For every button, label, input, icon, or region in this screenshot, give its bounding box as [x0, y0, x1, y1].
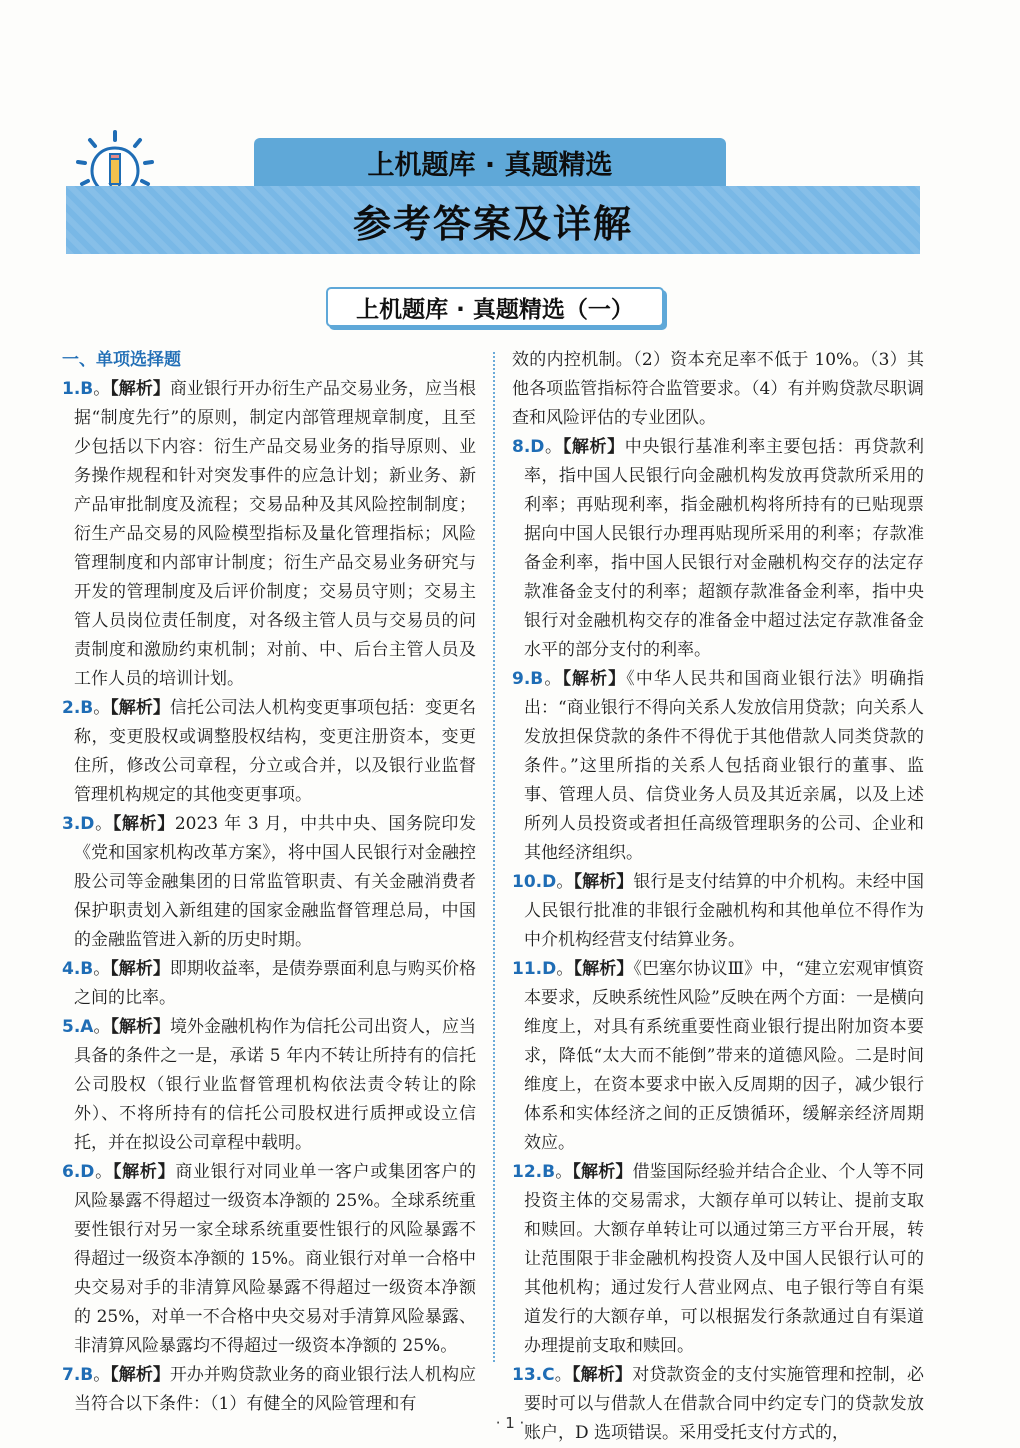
answer-item: 2.B。【解析】信托公司法人机构变更事项包括：变更名称，变更股权或调整股权结构，变更注册资本，变更住所，修改公司章程，分立或合并，以及银行业监督管理机构规定的其他变更事项。 [62, 698, 477, 805]
question-number: 11. [512, 959, 543, 979]
answer-item: 11.D。【解析】《巴塞尔协议Ⅲ》中，“建立宏观审慎资本要求，反映系统性风险”反映在两个方面：一是横向维度上，对具有系统重要性商业银行提出附加资本要求，降低“太大而不能倒”带来的道德风险。二是时间维度上，在资本要求中嵌入反周期的因子，减少银行体系和实体经济之间的正反馈循环，缓解亲经济周期效应。 [512, 959, 925, 1153]
answer-letter: D [80, 814, 95, 834]
answer-item: 6.D。【解析】商业银行对同业单一客户或集团客户的风险暴露不得超过一级资本净额的 25%。全球系统重要性银行对另一家全球系统重要性银行的风险暴露不得超过一级资本净额的 15%。商业银行对单一合格中央交易对手的非清算风险暴露不得超过一级资本净额的 25%，对单一不合格中央交易对手清算风险暴露、非清算风险暴露均不得超过一级资本净额的 25%。 [62, 1162, 477, 1356]
section-title: 上机题库 · 真题精选（一） [326, 287, 664, 327]
answer-item: 12.B。【解析】借鉴国际经验并结合企业、个人等不同投资主体的交易需求，大额存单可以转让、提前支取和赎回。大额存单转让可以通过第三方平台开展，转让范围限于非金融机构投资人及中国人民银行认可的其他机构；通过发行人营业网点、电子银行等自有渠道发行的大额存单，可以根据发行条款通过自有渠道办理提前支取和赎回。 [512, 1162, 925, 1356]
right-column [512, 346, 924, 1448]
answer-letter: A [80, 1017, 94, 1037]
analysis-tag: 【解析】 [562, 669, 627, 689]
answer-item: 13.C。【解析】对贷款资金的支付实施管理和控制，必要时可以与借款人在借款合同中约定专门的贷款发放账户，D 选项错误。采用受托支付方式的， [512, 1365, 925, 1443]
answer-letter: D [80, 1162, 95, 1182]
question-number: 9. [512, 669, 531, 689]
analysis-tag: 【解析】 [110, 379, 170, 399]
answer-text: 银行是支付结算的中介机构。未经中国人民银行批准的非银行金融机构和其他单位不得作为中介机构经营支付结算业务。 [524, 872, 925, 950]
analysis-tag: 【解析】 [110, 1017, 170, 1037]
answer-item: 4.B。【解析】即期收益率，是债券票面利息与购买价格之间的比率。 [62, 959, 477, 1008]
question-number: 5. [62, 1017, 81, 1037]
answer-item: 5.A。【解析】境外金融机构作为信托公司出资人，应当具备的条件之一是，承诺 5 年内不转让所持有的信托公司股权（银行业监督管理机构依法责令转让的除外）、不将所持有的信托公司股权进行质押或设立信托，并在拟设公司章程中载明。 [62, 1017, 477, 1153]
answer-text: 中央银行基准利率主要包括：再贷款利率，指中国人民银行向金融机构发放再贷款所采用的利率；再贴现利率，指金融机构将所持有的已贴现票据向中国人民银行办理再贴现所采用的利率；存款准备金利率，指中国人民银行对金融机构交存的法定存款准备金支付的利率；超额存款准备金利率，指中央银行对金融机构交存的准备金中超过法定存款准备金水平的部分支付的利率。 [524, 437, 925, 660]
answer-text: 2023 年 3 月，中共中央、国务院印发《党和国家机构改革方案》，将中国人民银行对金融控股公司等金融集团的日常监管职责、有关金融消费者保护职责划入新组建的国家金融监督管理总局，中国的金融监管进入新的历史时期。 [74, 814, 476, 950]
answer-text: 商业银行对同业单一客户或集团客户的风险暴露不得超过一级资本净额的 25%。全球系统重要性银行对另一家全球系统重要性银行的风险暴露不得超过一级资本净额的 15%。商业银行对单一合格中央交易对手的非清算风险暴露不得超过一级资本净额的 25%，对单一不合格中央交易对手清算风险暴露、非清算风险暴露均不得超过一级资本净额的 25%。 [74, 1162, 477, 1356]
answer-item: 10.D。【解析】银行是支付结算的中介机构。未经中国人民银行批准的非银行金融机构和其他单位不得作为中介机构经营支付结算业务。 [512, 872, 925, 950]
question-number: 13. [512, 1365, 543, 1385]
analysis-tag: 【解析】 [110, 1365, 170, 1385]
analysis-tag: 【解析】 [573, 872, 634, 892]
question-number: 8. [512, 437, 531, 457]
answer-letter: B [542, 1162, 556, 1182]
answer-letter: B [80, 959, 94, 979]
answer-text: 即期收益率，是债券票面利息与购买价格之间的比率。 [74, 959, 477, 1008]
answer-item: 9.B。【解析】《中华人民共和国商业银行法》明确指出：“商业银行不得向关系人发放信用贷款；向关系人发放担保贷款的条件不得优于其他借款人同类贷款的条件。”这里所指的关系人包括商业银行的董事、监事、管理人员、信贷业务人员及其近亲属，以及上述所列人员投资或者担任高级管理职务的公司、企业和其他经济组织。 [512, 669, 925, 863]
answer-text: 商业银行开办衍生产品交易业务，应当根据“制度先行”的原则，制定内部管理规章制度，且至少包括以下内容：衍生产品交易业务的指导原则、业务操作规程和针对突发事件的应急计划；新业务、新产品审批制度及流程；交易品种及其风险控制制度；衍生产品交易的风险模型指标及量化管理指标；风险管理制度和内部审计制度；衍生产品交易业务研究与开发的管理制度及后评价制度；交易员守则；交易主管人员岗位责任制度，对各级主管人员与交易员的问责制度和激励约束机制；对前、中、后台主管人员及工作人员的培训计划。 [74, 379, 477, 689]
answer-text: 对贷款资金的支付实施管理和控制，必要时可以与借款人在借款合同中约定专门的贷款发放账户，D 选项错误。采用受托支付方式的， [524, 1365, 925, 1443]
answer-text: 借鉴国际经验并结合企业、个人等不同投资主体的交易需求，大额存单可以转让、提前支取和赎回。大额存单转让可以通过第三方平台开展，转让范围限于非金融机构投资人及中国人民银行认可的其他机构；通过发行人营业网点、电子银行等自有渠道发行的大额存单，可以根据发行条款通过自有渠道办理提前支取和赎回。 [524, 1162, 925, 1356]
answer-letter: C [542, 1365, 555, 1385]
analysis-tag: 【解析】 [112, 814, 175, 834]
answer-item: 7.B。【解析】开办并购贷款业务的商业银行法人机构应当符合以下条件：（1）有健全的风险管理和有 [62, 1365, 477, 1414]
answer-text: 开办并购贷款业务的商业银行法人机构应当符合以下条件：（1）有健全的风险管理和有 [74, 1365, 477, 1414]
page-title: 参考答案及详解 [66, 186, 920, 254]
left-question-list [62, 375, 476, 1419]
analysis-tag: 【解析】 [572, 1162, 633, 1182]
question-number: 2. [62, 698, 81, 718]
question-number: 7. [62, 1365, 81, 1385]
analysis-tag: 【解析】 [112, 1162, 176, 1182]
section-heading: 一、单项选择题 [62, 350, 181, 370]
question-number: 12. [512, 1162, 543, 1182]
question-number: 4. [62, 959, 81, 979]
answer-text: 《巴塞尔协议Ⅲ》中，“建立宏观审慎资本要求，反映系统性风险”反映在两个方面：一是横向维度上，对具有系统重要性商业银行提出附加资本要求，降低“太大而不能倒”带来的道德风险。二是时间维度上，在资本要求中嵌入反周期的因子，减少银行体系和实体经济之间的正反馈循环，缓解亲经济周期效应。 [524, 959, 925, 1153]
answer-item: 1.B。【解析】商业银行开办衍生产品交易业务，应当根据“制度先行”的原则，制定内部管理规章制度，且至少包括以下内容：衍生产品交易业务的指导原则、业务操作规程和针对突发事件的应急计划；新业务、新产品审批制度及流程；交易品种及其风险控制制度；衍生产品交易的风险模型指标及量化管理指标；风险管理制度和内部审计制度；衍生产品交易业务研究与开发的管理制度及后评价制度；交易员守则；交易主管人员岗位责任制度，对各级主管人员与交易员的问责制度和激励约束机制；对前、中、后台主管人员及工作人员的培训计划。 [62, 379, 477, 689]
answer-letter: D [542, 959, 557, 979]
banner-subtitle: 上机题库 · 真题精选 [254, 138, 726, 186]
answer-text: 信托公司法人机构变更事项包括：变更名称，变更股权或调整股权结构，变更注册资本，变更住所，修改公司章程，分立或合并，以及银行业监督管理机构规定的其他变更事项。 [74, 698, 477, 805]
answer-item: 3.D。【解析】2023 年 3 月，中共中央、国务院印发《党和国家机构改革方案》，将中国人民银行对金融控股公司等金融集团的日常监管职责、有关金融消费者保护职责划入新组建的国家金融监督管理总局，中国的金融监管进入新的历史时期。 [62, 814, 476, 950]
question-number: 10. [512, 872, 543, 892]
answer-text: 境外金融机构作为信托公司出资人，应当具备的条件之一是，承诺 5 年内不转让所持有的信托公司股权（银行业监督管理机构依法责令转让的除外）、不将所持有的信托公司股权进行质押或设立信托，并在拟设公司章程中载明。 [74, 1017, 477, 1153]
question-number: 3. [62, 814, 81, 834]
answer-letter: B [80, 379, 94, 399]
analysis-tag: 【解析】 [110, 959, 170, 979]
answer-letter: D [542, 872, 557, 892]
answer-letter: D [530, 437, 545, 457]
analysis-tag: 【解析】 [573, 959, 634, 979]
question-number: 6. [62, 1162, 81, 1182]
continued-answer-text: 效的内控机制。（2）资本充足率不低于 10%。（3）其他各项监管指标符合监管要求。（4）有并购贷款尽职调查和风险评估的专业团队。 [512, 350, 924, 428]
column-divider [493, 352, 495, 1362]
left-column [62, 346, 476, 1419]
analysis-tag: 【解析】 [110, 698, 170, 718]
analysis-tag: 【解析】 [571, 1365, 633, 1385]
question-number: 1. [62, 379, 81, 399]
answer-item: 8.D。【解析】中央银行基准利率主要包括：再贷款利率，指中国人民银行向金融机构发放再贷款所采用的利率；再贴现利率，指金融机构将所持有的已贴现票据向中国人民银行办理再贴现所采用的利率；存款准备金利率，指中国人民银行对金融机构交存的法定存款准备金支付的利率；超额存款准备金利率，指中央银行对金融机构交存的准备金中超过法定存款准备金水平的部分支付的利率。 [512, 437, 925, 660]
answer-letter: B [80, 1365, 94, 1385]
answer-letter: B [530, 669, 544, 689]
answer-letter: B [80, 698, 94, 718]
answer-text: 《中华人民共和国商业银行法》明确指出：“商业银行不得向关系人发放信用贷款；向关系人发放担保贷款的条件不得优于其他借款人同类贷款的条件。”这里所指的关系人包括商业银行的董事、监事、管理人员、信贷业务人员及其近亲属，以及上述所列人员投资或者担任高级管理职务的公司、企业和其他经济组织。 [524, 669, 925, 863]
right-question-list [512, 433, 924, 1448]
analysis-tag: 【解析】 [562, 437, 625, 457]
page-number: · 1 · [495, 1414, 525, 1432]
